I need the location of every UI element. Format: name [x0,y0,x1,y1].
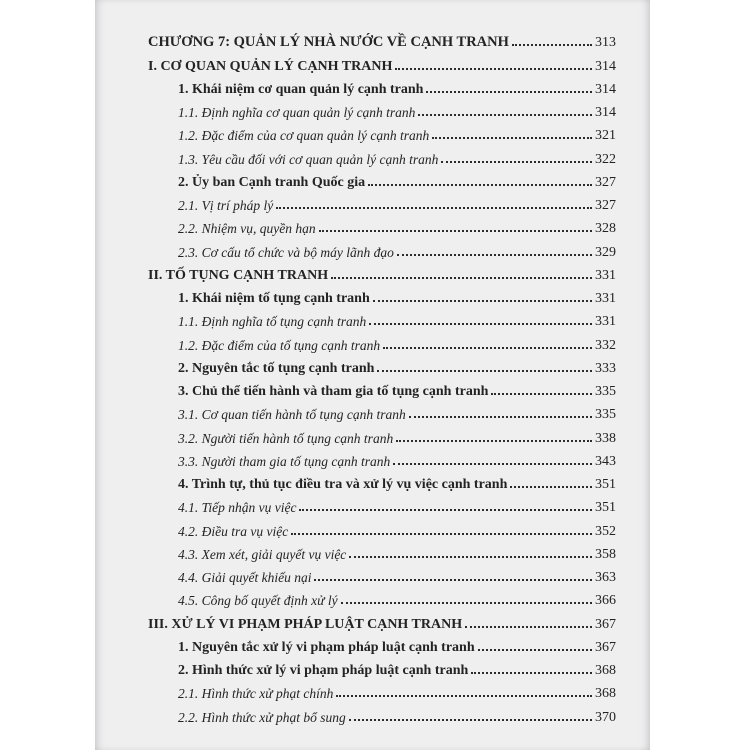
toc-entry-page: 343 [595,453,616,469]
toc-entry-page: 322 [595,151,616,167]
toc-entry [148,75,616,98]
toc-entry-page: 352 [595,523,616,539]
dot-leader [368,184,592,186]
toc-entry [148,214,616,237]
toc-entry [148,516,616,539]
toc-entry [148,121,616,144]
toc-entry-title: 2. Hình thức xử lý vi phạm pháp luật cạnh tranh [178,663,469,678]
toc-entry-title: 4.2. Điều tra vụ việc [178,523,289,539]
toc-entry [148,144,616,167]
dot-leader [478,649,592,651]
toc-entry-title: 3.2. Người tiến hành tố tụng cạnh tranh [178,430,394,446]
toc-entry-page: 335 [595,407,616,423]
toc-entry-page: 314 [595,81,616,97]
toc-entry-page: 363 [595,570,616,585]
toc-entry-page: 314 [595,105,616,120]
toc-entry [148,98,616,121]
toc-entry [148,237,616,260]
toc-entry [148,609,616,632]
toc-entry [148,447,616,470]
dot-leader [432,137,592,139]
toc-entry [148,400,616,423]
toc-entry-title: 1.2. Đặc điểm của cơ quan quản lý cạnh tranh [178,128,430,144]
dot-leader [291,533,592,535]
toc-entry-page: 328 [595,221,616,237]
dot-leader [441,161,592,163]
toc-entry [148,702,616,725]
dot-leader [369,323,592,325]
dot-leader [299,509,592,511]
dot-leader [314,579,592,581]
dot-leader [383,347,592,349]
toc-entry-page: 329 [595,244,616,260]
toc-entry-page: 313 [595,35,616,51]
dot-leader [336,695,592,697]
toc-entry-page: 366 [595,593,616,609]
toc-entry-page: 367 [595,616,616,632]
toc-entry-title: 1. Khái niệm cơ quan quản lý cạnh tranh [178,81,424,97]
toc-entry [148,563,616,586]
dot-leader [395,68,592,70]
toc-entry-page: 327 [595,174,616,190]
toc-entry [148,168,616,191]
dot-leader [409,416,592,418]
toc-entry-title: 4.1. Tiếp nhận vụ việc [178,500,297,516]
toc-entry [148,586,616,609]
toc-entry-title: 2.2. Hình thức xử phạt bổ sung [178,709,346,725]
toc-entry [148,470,616,493]
toc-entry-title: II. TỐ TỤNG CẠNH TRANH [148,267,329,283]
table-of-contents [148,28,616,726]
dot-leader [418,114,592,116]
toc-entry-page: 368 [595,663,616,678]
toc-entry [148,423,616,446]
toc-entry-title: 1.1. Định nghĩa tố tụng cạnh tranh [178,314,367,330]
toc-entry [148,377,616,400]
dot-leader [341,602,592,604]
toc-entry [148,51,616,74]
dot-leader [426,91,592,93]
toc-entry [148,633,616,656]
toc-entry-title: 4.3. Xem xét, giải quyết vụ việc [178,546,347,562]
toc-entry-title: 2.3. Cơ cấu tổ chức và bộ máy lãnh đạo [178,244,394,260]
toc-entry-page: 367 [595,639,616,655]
dot-leader [276,207,592,209]
toc-entry-title: 2.1. Vị trí pháp lý [178,198,274,213]
toc-entry-page: 321 [595,128,616,144]
dot-leader [393,463,592,465]
toc-entry-page: 351 [595,500,616,516]
toc-entry-title: 2.2. Nhiệm vụ, quyền hạn [178,221,316,237]
toc-entry-title: 3. Chủ thể tiến hành và tham gia tố tụng cạnh tranh [178,384,489,399]
toc-entry-page: 370 [595,709,616,725]
toc-entry [148,493,616,516]
toc-entry-title: 3.1. Cơ quan tiến hành tố tụng cạnh tranh [178,407,406,423]
toc-entry-title: 4.5. Công bố quyết định xử lý [178,593,338,609]
toc-entry [148,28,616,51]
toc-entry-title: 1.3. Yêu cầu đối với cơ quan quản lý cạnh tranh [178,151,439,167]
dot-leader [465,626,592,628]
toc-entry-title: 1. Nguyên tắc xử lý vi phạm pháp luật cạnh tranh [178,639,475,655]
toc-entry-title: 4. Trình tự, thủ tục điều tra và xử lý vụ việc cạnh tranh [178,477,508,492]
toc-entry-page: 331 [595,314,616,330]
dot-leader [349,556,592,558]
toc-entry-title: III. XỬ LÝ VI PHẠM PHÁP LUẬT CẠNH TRANH [148,616,463,632]
toc-entry-title: 2.1. Hình thức xử phạt chính [178,686,334,702]
toc-entry-title: 2. Ủy ban Cạnh tranh Quốc gia [178,174,366,190]
toc-entry-page: 327 [595,198,616,213]
toc-entry [148,354,616,377]
dot-leader [331,277,592,279]
toc-entry-page: 358 [595,546,616,562]
toc-entry-title: 3.3. Người tham gia tố tụng cạnh tranh [178,453,391,469]
dot-leader [397,254,592,256]
toc-entry [148,330,616,353]
toc-entry-title: 1. Khái niệm tố tụng cạnh tranh [178,291,370,306]
dot-leader [471,672,592,674]
toc-entry-page: 332 [595,337,616,353]
toc-entry-page: 368 [595,686,616,702]
dot-leader [373,300,592,302]
dot-leader [512,44,592,46]
toc-entry-page: 338 [595,430,616,446]
dot-leader [319,230,592,232]
toc-entry-title: 1.1. Định nghĩa cơ quan quản lý cạnh tranh [178,105,416,120]
dot-leader [491,393,592,395]
toc-entry [148,656,616,679]
toc-entry [148,540,616,563]
toc-entry-title: I. CƠ QUAN QUẢN LÝ CẠNH TRANH [148,58,393,74]
toc-entry-title: 4.4. Giải quyết khiếu nại [178,570,312,585]
dot-leader [349,719,592,721]
toc-entry [148,191,616,214]
toc-entry [148,307,616,330]
toc-entry [148,284,616,307]
dot-leader [510,486,592,488]
toc-entry-page: 331 [595,267,616,283]
toc-entry-title: 1.2. Đặc điểm của tố tụng cạnh tranh [178,337,381,353]
dot-leader [396,440,592,442]
toc-entry [148,679,616,702]
toc-entry-title: 2. Nguyên tắc tố tụng cạnh tranh [178,360,375,376]
toc-entry-page: 335 [595,384,616,399]
toc-entry-page: 331 [595,291,616,306]
toc-entry-title: CHƯƠNG 7: QUẢN LÝ NHÀ NƯỚC VỀ CẠNH TRANH [148,34,509,51]
dot-leader [377,370,592,372]
toc-entry-page: 351 [595,477,616,492]
toc-entry-page: 333 [595,360,616,376]
toc-entry [148,261,616,284]
toc-entry-page: 314 [595,58,616,74]
